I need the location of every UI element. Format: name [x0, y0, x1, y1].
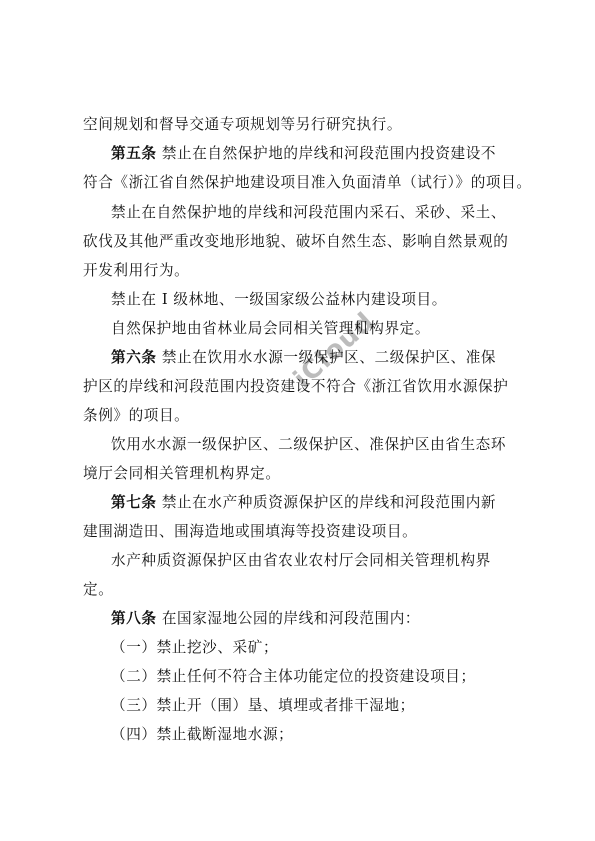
line-text: 自然保护地由省林业局会同相关管理机构界定。 — [111, 320, 431, 337]
text-line — [111, 319, 430, 339]
text-line — [83, 173, 532, 193]
line-text: 水产种质资源保护区由省农业农村厅会同相关管理机构界 — [111, 552, 491, 569]
text-line — [83, 580, 113, 600]
list-item — [111, 696, 415, 716]
line-text: （四）禁止截断湿地水源； — [111, 726, 294, 743]
text-line — [83, 115, 402, 135]
list-item — [111, 725, 293, 745]
article-label: 第六条 — [111, 349, 157, 366]
line-text: 禁止在饮用水水源一级保护区、二级保护区、准保 — [156, 349, 497, 366]
list-item — [111, 638, 278, 658]
line-text: 开发利用行为。 — [83, 262, 190, 279]
line-text: 条例》的项目。 — [83, 407, 190, 424]
text-line — [83, 232, 508, 252]
line-text: 砍伐及其他严重改变地形地貌、破坏自然生态、影响自然景观的 — [83, 233, 509, 250]
text-line — [111, 551, 491, 571]
article-5-heading — [111, 144, 496, 164]
list-item — [111, 667, 476, 687]
text-line — [83, 261, 189, 281]
icloud-watermark: iCloud — [288, 306, 381, 395]
line-text: 在国家湿地公园的岸线和河段范围内： — [156, 610, 421, 627]
line-text: 符合《浙江省自然保护地建设项目准入负面清单（试行）》的项目。 — [83, 174, 532, 191]
line-text: （三）禁止开（围）垦、填埋或者排干湿地； — [111, 697, 415, 714]
line-text: 境厅会同相关管理机构界定。 — [83, 465, 281, 482]
text-line — [83, 464, 281, 484]
text-line — [111, 203, 506, 223]
line-text: 禁止在 I 级林地、一级国家级公益林内建设项目。 — [111, 291, 447, 308]
article-label: 第七条 — [111, 494, 157, 511]
text-line — [83, 406, 189, 426]
line-text: 饮用水水源一级保护区、二级保护区、准保护区由省生态环 — [111, 436, 507, 453]
line-text: 禁止在水产种质资源保护区的岸线和河段范围内新 — [156, 494, 497, 511]
article-label: 第五条 — [111, 145, 157, 162]
text-line — [111, 435, 506, 455]
line-text: 空间规划和督导交通专项规划等另行研究执行。 — [83, 116, 403, 133]
line-text: 禁止在自然保护地的岸线和河段范围内投资建设不 — [156, 145, 497, 162]
line-text: （一）禁止挖沙、采矿； — [111, 639, 279, 656]
text-line — [111, 290, 447, 310]
article-label: 第八条 — [111, 610, 157, 627]
line-text: 定。 — [83, 581, 114, 598]
line-text: 禁止在自然保护地的岸线和河段范围内采石、采砂、采土、 — [111, 204, 507, 221]
article-8-heading — [111, 609, 420, 629]
line-text: （二）禁止任何不符合主体功能定位的投资建设项目； — [111, 668, 476, 685]
line-text: 护区的岸线和河段范围内投资建设不符合《浙江省饮用水源保护 — [83, 378, 509, 395]
article-7-heading — [111, 493, 496, 513]
text-line — [83, 522, 417, 542]
line-text: 建围湖造田、围海造地或围填海等投资建设项目。 — [83, 523, 418, 540]
